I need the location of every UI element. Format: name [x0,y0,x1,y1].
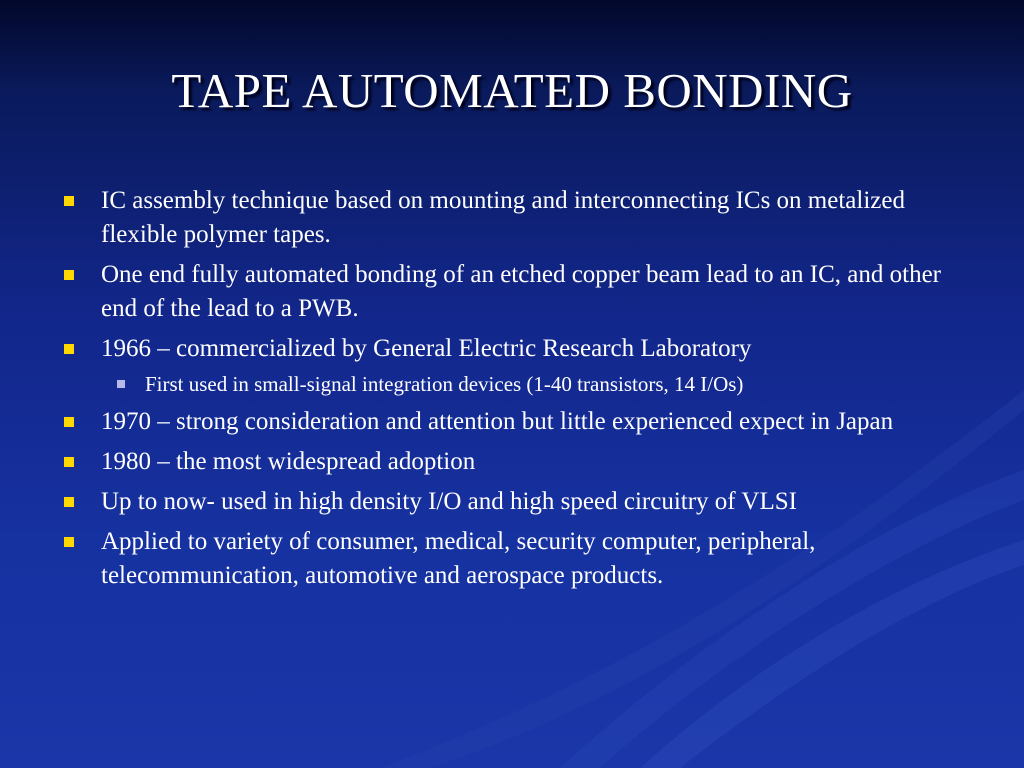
square-sub-bullet-icon [117,380,125,388]
slide-title: TAPE AUTOMATED BONDING [171,63,853,118]
square-bullet-icon [64,417,74,427]
list-item-text: 1980 – the most widespread adoption [101,448,476,475]
list-item [60,332,965,366]
list-item [60,525,965,593]
square-bullet-icon [64,537,74,547]
square-bullet-icon [64,457,74,467]
list-item-text: Applied to variety of consumer, medical, security computer, peripheral, telecommunication, automotive and aerospace products. [101,528,816,589]
square-bullet-icon [64,344,74,354]
list-item [60,445,965,479]
list-item [60,184,965,252]
list-item-text: 1970 – strong consideration and attention but little experienced expect in Japan [101,408,894,435]
sub-list-item-text: First used in small-signal integration devices (1-40 transistors, 14 I/Os) [145,372,744,396]
list-item-text: 1966 – commercialized by General Electric Research Laboratory [101,335,752,362]
list-item-text: One end fully automated bonding of an etched copper beam lead to an IC, and other end of the lead to a PWB. [101,261,941,322]
list-item-text: IC assembly technique based on mounting and interconnecting ICs on metalized flexible polymer tapes. [101,187,905,248]
list-item [60,405,965,439]
list-item-text: Up to now- used in high density I/O and high speed circuitry of VLSI [101,488,797,515]
list-item [60,485,965,519]
square-bullet-icon [64,196,74,206]
list-item [60,258,965,326]
sub-list-item [60,370,965,398]
bullet-list [60,184,965,599]
square-bullet-icon [64,270,74,280]
square-bullet-icon [64,497,74,507]
